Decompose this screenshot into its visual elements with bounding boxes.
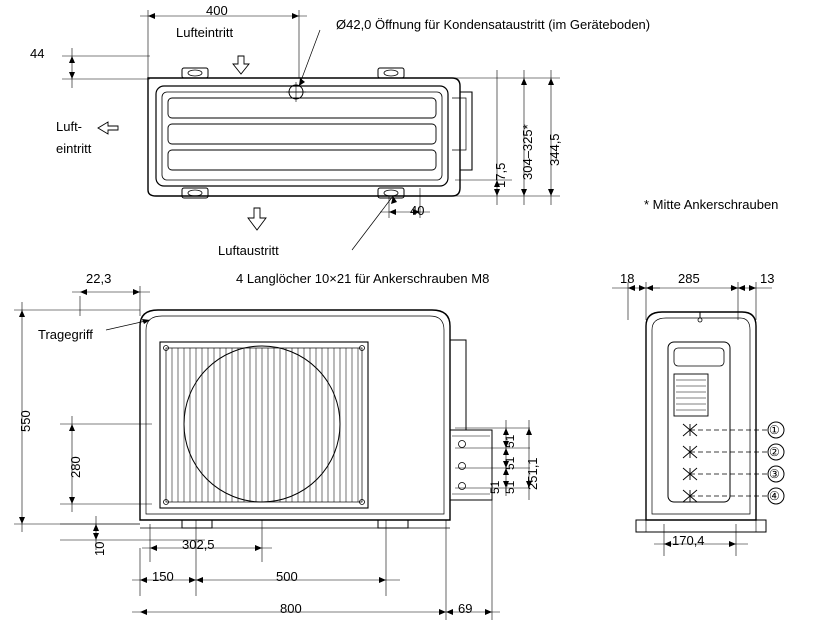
dim-344-5: 344,5 xyxy=(547,133,562,166)
note-anchor-center: * Mitte Ankerschrauben xyxy=(644,197,779,212)
dim-280: 280 xyxy=(68,456,83,478)
label-air-inlet-side-line2: eintritt xyxy=(56,141,92,156)
dim-500: 500 xyxy=(276,569,298,584)
label-air-inlet-top: Lufteintritt xyxy=(176,25,234,40)
dim-18: 18 xyxy=(620,271,635,286)
dim-170-4: 170,4 xyxy=(672,533,705,548)
dim-51-b: 51 xyxy=(503,456,517,470)
dim-40: 40 xyxy=(410,203,425,218)
dim-13: 13 xyxy=(760,271,775,286)
dim-10: 10 xyxy=(92,541,107,556)
dim-44: 44 xyxy=(30,46,45,61)
note-anchor-slots: 4 Langlöcher 10×21 für Ankerschrauben M8 xyxy=(236,271,490,286)
dim-285: 285 xyxy=(678,271,700,286)
dim-17-5: 17,5 xyxy=(493,162,508,188)
dim-251-1: 251,1 xyxy=(525,457,540,490)
dim-69: 69 xyxy=(458,601,473,616)
dim-800: 800 xyxy=(280,601,302,616)
callout-1: ① xyxy=(769,423,780,437)
callout-3: ③ xyxy=(769,467,780,481)
callout-2: ② xyxy=(769,445,780,459)
dim-51-d: 51 xyxy=(503,480,517,494)
dim-304-325: 304–325* xyxy=(520,124,535,180)
label-carry-handle: Tragegriff xyxy=(38,327,93,342)
dim-51-a: 51 xyxy=(503,434,517,448)
note-condensate-outlet: Ø42,0 Öffnung für Kondensataustritt (im Geräteboden) xyxy=(336,17,651,32)
dim-22-3: 22,3 xyxy=(86,271,112,286)
dim-550: 550 xyxy=(18,410,33,432)
dim-302-5: 302,5 xyxy=(182,537,215,552)
dim-150: 150 xyxy=(152,569,174,584)
label-air-inlet-side-line1: Luft- xyxy=(56,119,83,134)
dim-51-c: 51 xyxy=(488,480,502,494)
dim-400: 400 xyxy=(206,3,228,18)
label-air-outlet: Luftaustritt xyxy=(218,243,279,258)
callout-4: ④ xyxy=(769,489,780,503)
